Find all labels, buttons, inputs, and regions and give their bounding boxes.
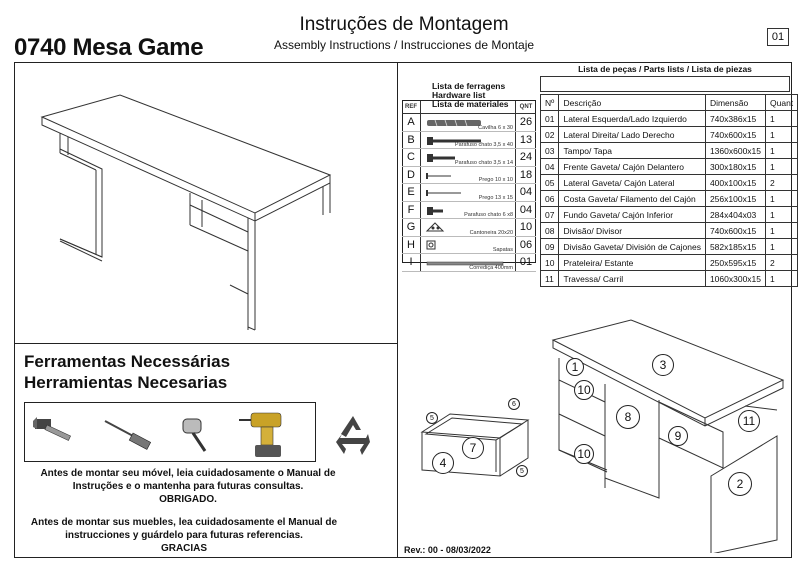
parts-cell-desc: Divisão/ Divisor <box>559 223 705 239</box>
hardware-row <box>402 202 536 220</box>
parts-cell-dim: 740x600x15 <box>705 223 765 239</box>
hardware-glyph <box>421 132 515 149</box>
hammer-icon <box>31 415 77 451</box>
hardware-desc: Sapatas <box>492 247 513 253</box>
parts-cell-qty: 1 <box>766 223 798 239</box>
desk-part-callout: 1 <box>566 358 584 376</box>
hardware-qty: 06 <box>515 237 536 254</box>
parts-cell-dim: 740x600x15 <box>705 127 765 143</box>
hardware-ref: D <box>402 167 421 184</box>
hardware-row <box>402 184 536 202</box>
parts-cell-dim: 256x100x15 <box>705 191 765 207</box>
desk-part-callout: 2 <box>728 472 752 496</box>
col-dim: Dimensão <box>705 95 765 111</box>
hardware-ref: B <box>402 132 421 149</box>
hardware-glyph <box>421 219 515 236</box>
parts-cell-dim: 1060x300x15 <box>705 271 765 287</box>
parts-cell-n: 01 <box>541 111 559 127</box>
hardware-row <box>402 132 536 150</box>
parts-cell-qty: 2 <box>766 255 798 271</box>
parts-cell-dim: 400x100x15 <box>705 175 765 191</box>
desk-drawing <box>30 75 340 340</box>
parts-row <box>541 271 798 287</box>
left-divider <box>14 343 398 344</box>
hardware-ref: A <box>402 114 421 131</box>
note-es: Antes de montar sus muebles, lea cuidadosamente el Manual de instrucciones y guárdelo para futuras referencias. GRACIAS <box>30 517 338 554</box>
hardware-desc: Cavilha 6 x 30 <box>478 124 513 131</box>
parts-row <box>541 143 798 159</box>
parts-row <box>541 255 798 271</box>
hardware-glyph <box>421 184 515 201</box>
tools-title-pt: Ferramentas Necessárias <box>24 352 231 371</box>
hardware-ref: F <box>402 202 421 219</box>
parts-row <box>541 111 798 127</box>
tools-box <box>24 402 316 462</box>
hardware-ref: H <box>402 237 421 254</box>
parts-title-box <box>540 76 790 92</box>
parts-row <box>541 207 798 223</box>
hardware-qty: 26 <box>515 114 536 131</box>
hardware-desc: Cantoneira 20x20 <box>469 229 513 236</box>
hardware-desc: Parafuso chato 6 x8 <box>464 212 513 218</box>
parts-cell-dim: 582x185x15 <box>705 239 765 255</box>
parts-cell-desc: Fundo Gaveta/ Cajón Inferior <box>559 207 705 223</box>
parts-cell-n: 10 <box>541 255 559 271</box>
drawer-part-callout: 7 <box>462 437 484 459</box>
parts-cell-n: 05 <box>541 175 559 191</box>
desk-part-callout: 10 <box>574 444 594 464</box>
parts-row <box>541 159 798 175</box>
hardware-desc: Corrediça 400mm <box>469 264 513 271</box>
parts-cell-desc: Divisão Gaveta/ División de Cajones <box>559 239 705 255</box>
hardware-glyph <box>421 202 515 219</box>
parts-cell-qty: 1 <box>766 111 798 127</box>
parts-row <box>541 223 798 239</box>
parts-cell-qty: 1 <box>766 159 798 175</box>
hardware-qty: 04 <box>515 202 536 219</box>
hardware-row <box>402 167 536 185</box>
parts-cell-qty: 1 <box>766 191 798 207</box>
parts-cell-qty: 2 <box>766 175 798 191</box>
hardware-desc: Prego 10 x 10 <box>478 177 513 183</box>
hardware-ref: I <box>402 254 421 271</box>
hardware-glyph <box>421 237 515 254</box>
parts-cell-qty: 1 <box>766 239 798 255</box>
parts-table <box>540 94 798 287</box>
hardware-row <box>402 114 536 132</box>
parts-cell-desc: Lateral Direita/ Lado Derecho <box>559 127 705 143</box>
col-n: Nº <box>541 95 559 111</box>
parts-cell-n: 02 <box>541 127 559 143</box>
parts-cell-desc: Lateral Gaveta/ Cajón Lateral <box>559 175 705 191</box>
parts-cell-desc: Costa Gaveta/ Filamento del Cajón <box>559 191 705 207</box>
hardware-qty: 01 <box>515 254 536 271</box>
hardware-glyph <box>421 167 515 184</box>
drawer-part-callout: 5 <box>426 412 438 424</box>
parts-cell-n: 04 <box>541 159 559 175</box>
parts-title-wrap <box>540 64 790 74</box>
parts-cell-n: 11 <box>541 271 559 287</box>
product-title: 0740 Mesa Game <box>14 34 204 61</box>
mallet-icon <box>175 415 215 455</box>
hardware-desc: Parafuso chato 3,5 x 40 <box>454 142 513 148</box>
hardware-title: Lista de ferragens Hardware list Lista de materiales <box>432 81 509 109</box>
parts-cell-desc: Frente Gaveta/ Cajón Delantero <box>559 159 705 175</box>
hardware-table: REF QNT A Cavilha 6 x 30 26 B Parafuso chato 3,5 x 40 13 C Parafuso chato 3,5 x 14 24 D Prego 10 x 10 18 E Prego 13 x 15 04 F Parafuso chato 6 x8 04 G Cantoneira 20x20 10 H Sapatas 06 I Corrediça 400mm 01 <box>402 101 536 272</box>
parts-cell-qty: 1 <box>766 207 798 223</box>
hardware-desc: Parafuso chato 3,5 x 14 <box>454 159 513 166</box>
center-divider <box>397 62 398 558</box>
drill-icon <box>237 407 291 461</box>
parts-title: Lista de peças / Parts lists / Lista de piezas <box>578 64 752 74</box>
parts-row <box>541 175 798 191</box>
note-pt: Antes de montar seu móvel, leia cuidadosamente o Manual de Instruções e o mantenha para futuras consultas. OBRIGADO. <box>40 468 336 505</box>
hardware-qty: 18 <box>515 167 536 184</box>
parts-cell-qty: 1 <box>766 271 798 287</box>
parts-row <box>541 239 798 255</box>
desk-part-callout: 9 <box>668 426 688 446</box>
drawer-part-callout: 5 <box>516 465 528 477</box>
parts-row <box>541 127 798 143</box>
hardware-row <box>402 254 536 272</box>
screwdriver-icon <box>101 417 157 453</box>
revision: Rev.: 00 - 08/03/2022 <box>404 545 491 555</box>
hardware-desc: Prego 13 x 15 <box>478 194 513 201</box>
parts-cell-n: 08 <box>541 223 559 239</box>
parts-cell-desc: Prateleira/ Estante <box>559 255 705 271</box>
parts-cell-n: 03 <box>541 143 559 159</box>
hardware-ref: E <box>402 184 421 201</box>
hardware-ref: G <box>402 219 421 236</box>
col-desc: Descrição <box>559 95 705 111</box>
col-qty: Quant <box>766 95 798 111</box>
parts-cell-n: 07 <box>541 207 559 223</box>
drawer-part-callout: 6 <box>508 398 520 410</box>
parts-cell-dim: 1360x600x15 <box>705 143 765 159</box>
desk-part-callout: 11 <box>738 410 760 432</box>
parts-cell-n: 09 <box>541 239 559 255</box>
parts-cell-desc: Lateral Esquerda/Lado Izquierdo <box>559 111 705 127</box>
parts-cell-dim: 284x404x03 <box>705 207 765 223</box>
desk-part-callout: 8 <box>616 405 640 429</box>
desk-part-callout: 10 <box>574 380 594 400</box>
parts-cell-desc: Tampo/ Tapa <box>559 143 705 159</box>
parts-cell-dim: 300x180x15 <box>705 159 765 175</box>
hardware-glyph <box>421 254 515 271</box>
hardware-ref: C <box>402 149 421 166</box>
parts-cell-dim: 740x386x15 <box>705 111 765 127</box>
parts-cell-desc: Travessa/ Carril <box>559 271 705 287</box>
desk-part-callout: 3 <box>652 354 674 376</box>
tools-title-es: Herramientas Necesarias <box>24 373 228 392</box>
document-title: Instruções de Montagem <box>299 14 509 35</box>
parts-cell-dim: 250x595x15 <box>705 255 765 271</box>
drawer-part-callout: 4 <box>432 452 454 474</box>
page-number: 01 <box>767 28 789 46</box>
parts-cell-qty: 1 <box>766 127 798 143</box>
parts-header-row <box>541 95 798 111</box>
parts-cell-n: 06 <box>541 191 559 207</box>
hardware-row <box>402 149 536 167</box>
hardware-glyph <box>421 114 515 131</box>
parts-cell-qty: 1 <box>766 143 798 159</box>
hardware-qty: 04 <box>515 184 536 201</box>
parts-row <box>541 191 798 207</box>
hardware-qty: 24 <box>515 149 536 166</box>
hardware-qty: 13 <box>515 132 536 149</box>
recycle-icon <box>330 412 376 458</box>
hardware-row <box>402 237 536 255</box>
hardware-row <box>402 219 536 237</box>
hardware-qty: 10 <box>515 219 536 236</box>
document-subtitle: Assembly Instructions / Instrucciones de Montaje <box>273 38 535 52</box>
hardware-glyph <box>421 149 515 166</box>
